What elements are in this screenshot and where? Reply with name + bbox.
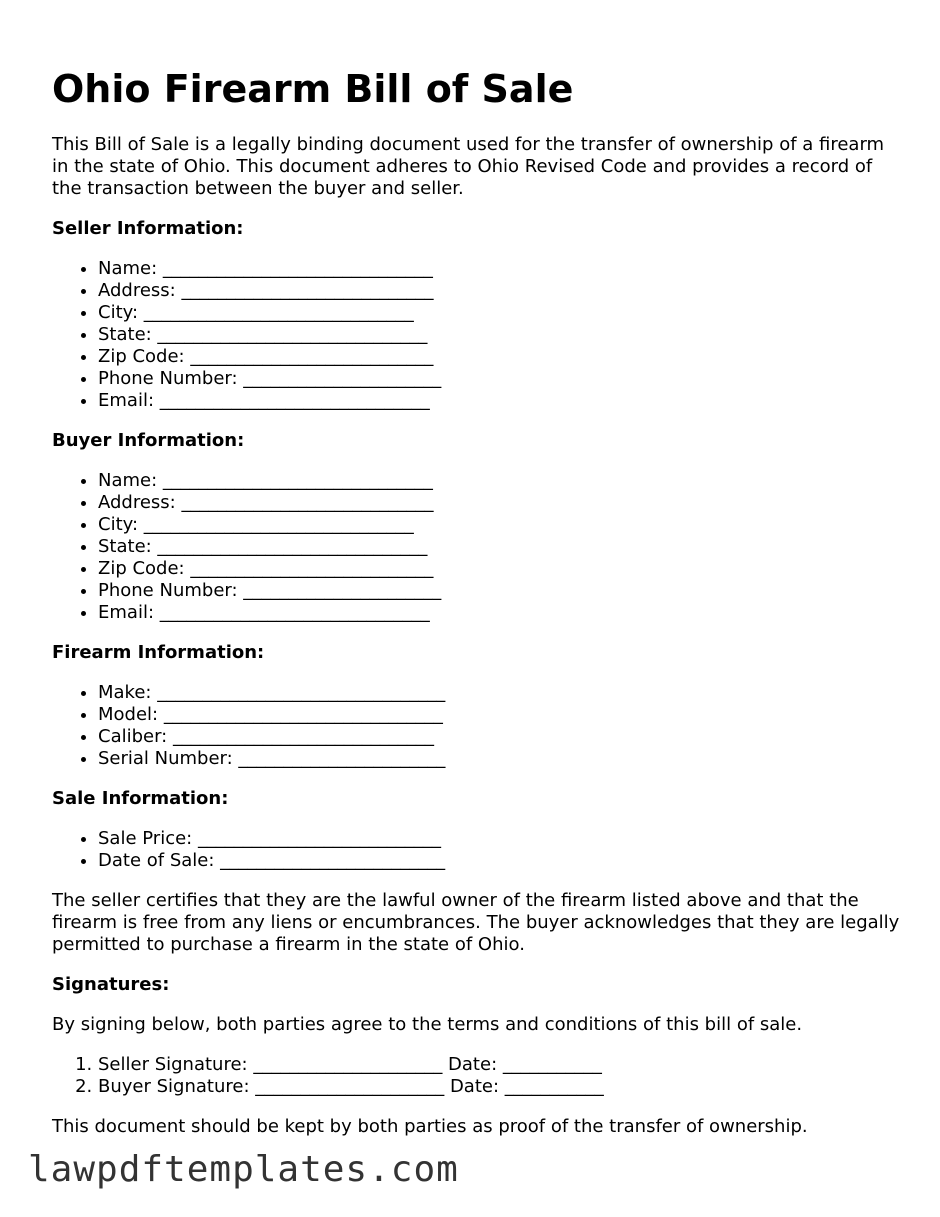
buyer-name-field: • Name: ______________________________ <box>98 470 902 492</box>
firearm-field-list <box>52 682 902 770</box>
buyer-address-field: • Address: ____________________________ <box>98 492 902 514</box>
buyer-signature-line: 2. Buyer Signature: _____________________ Date: ___________ <box>98 1076 902 1098</box>
document-page <box>52 66 902 1156</box>
firearm-caliber-field: • Caliber: _____________________________ <box>98 726 902 748</box>
signatures-statement: By signing below, both parties agree to the terms and conditions of this bill of sale. <box>52 1014 803 1035</box>
seller-name-field: • Name: ______________________________ <box>98 258 902 280</box>
watermark-text: lawpdftemplates.com <box>28 1149 459 1190</box>
seller-heading: Seller Information: <box>52 218 244 239</box>
sale-date-field: • Date of Sale: _________________________ <box>98 850 902 872</box>
sale-heading: Sale Information: <box>52 788 229 809</box>
signatures-heading: Signatures: <box>52 974 170 995</box>
buyer-heading: Buyer Information: <box>52 430 245 451</box>
firearm-heading: Firearm Information: <box>52 642 265 663</box>
seller-zip-field: • Zip Code: ___________________________ <box>98 346 902 368</box>
seller-state-field: • State: ______________________________ <box>98 324 902 346</box>
buyer-field-list <box>52 470 902 624</box>
seller-address-field: • Address: ____________________________ <box>98 280 902 302</box>
intro-paragraph: This Bill of Sale is a legally binding document used for the transfer of ownership of a firearm in the state of Ohio. This document adheres to Ohio Revised Code and provides a record of the transaction between the buyer and seller. <box>52 134 885 199</box>
seller-signature-line: 1. Seller Signature: _____________________ Date: ___________ <box>98 1054 902 1076</box>
firearm-serial-field: • Serial Number: _______________________ <box>98 748 902 770</box>
seller-phone-field: • Phone Number: ______________________ <box>98 368 902 390</box>
seller-email-field: • Email: ______________________________ <box>98 390 902 412</box>
firearm-make-field: • Make: ________________________________ <box>98 682 902 704</box>
buyer-city-field: • City: ______________________________ <box>98 514 902 536</box>
certification-paragraph: The seller certifies that they are the lawful owner of the firearm listed above and that the firearm is free from any liens or encumbrances. The buyer acknowledges that they are legally permitted to purchase a firearm in the state of Ohio. <box>52 890 900 955</box>
buyer-zip-field: • Zip Code: ___________________________ <box>98 558 902 580</box>
firearm-model-field: • Model: _______________________________ <box>98 704 902 726</box>
seller-city-field: • City: ______________________________ <box>98 302 902 324</box>
document-title: Ohio Firearm Bill of Sale <box>52 67 574 111</box>
seller-field-list <box>52 258 902 412</box>
sale-field-list <box>52 828 902 872</box>
closing-paragraph: This document should be kept by both parties as proof of the transfer of ownership. <box>52 1116 808 1137</box>
buyer-email-field: • Email: ______________________________ <box>98 602 902 624</box>
buyer-state-field: • State: ______________________________ <box>98 536 902 558</box>
sale-price-field: • Sale Price: ___________________________ <box>98 828 902 850</box>
buyer-phone-field: • Phone Number: ______________________ <box>98 580 902 602</box>
signature-list <box>52 1054 902 1098</box>
